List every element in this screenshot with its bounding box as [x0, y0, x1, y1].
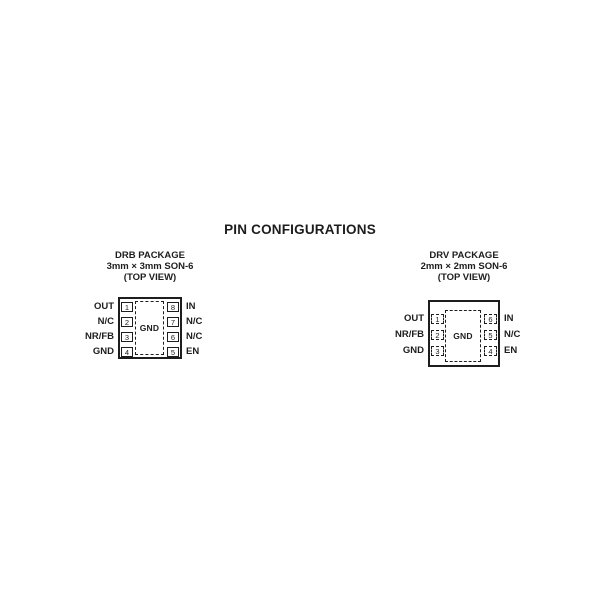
page-title: PIN CONFIGURATIONS: [224, 222, 376, 237]
thermal-pad: GND: [135, 301, 164, 355]
pin-label: EN: [186, 346, 200, 357]
pin-number-box: 1: [431, 314, 444, 324]
pin-number-box: 4: [484, 346, 497, 356]
pin-label: N/C: [186, 331, 203, 342]
pin-label: OUT: [93, 301, 114, 312]
pin-number-box: 2: [121, 317, 133, 327]
right-pin-boxes: [167, 302, 179, 357]
pin-number-box: 7: [167, 317, 179, 327]
package-view: (TOP VIEW): [123, 272, 177, 283]
pin-label: IN: [186, 301, 196, 312]
package-drb-header: [84, 250, 216, 283]
pin-label: GND: [402, 345, 424, 356]
pin-label: OUT: [403, 313, 424, 324]
pin-label: EN: [504, 345, 518, 356]
package-drv-header: [394, 250, 534, 283]
package-drv-diagram: [394, 300, 534, 367]
pin-label: N/C: [504, 329, 521, 340]
right-pin-boxes: [484, 314, 497, 356]
pin-label: N/C: [186, 316, 203, 327]
package-size: 3mm × 3mm SON-6: [106, 261, 194, 272]
pin-number-box: 6: [484, 314, 497, 324]
left-pin-labels: [84, 297, 118, 362]
package-size: 2mm × 2mm SON-6: [420, 261, 508, 272]
pin-label: IN: [504, 313, 514, 324]
pin-number-box: 8: [167, 302, 179, 312]
package-drb: [84, 250, 216, 362]
package-drb-diagram: [84, 297, 216, 362]
pin-label: NR/FB: [394, 329, 424, 340]
package-name: DRV PACKAGE: [429, 250, 499, 261]
pin-number-box: 1: [121, 302, 133, 312]
package-drv-outline: [428, 300, 500, 367]
package-drb-outline: [118, 297, 182, 359]
package-drv: [394, 250, 534, 367]
pin-number-box: 5: [167, 347, 179, 357]
right-pin-labels: [182, 297, 216, 362]
pin-number-box: 2: [431, 330, 444, 340]
right-pin-labels: [500, 300, 534, 362]
package-name: DRB PACKAGE: [114, 250, 186, 261]
pin-label: GND: [92, 346, 114, 357]
left-pin-labels: [394, 300, 428, 362]
package-view: (TOP VIEW): [437, 272, 491, 283]
pin-number-box: 3: [431, 346, 444, 356]
thermal-pad: GND: [445, 310, 481, 362]
pin-number-box: 6: [167, 332, 179, 342]
left-pin-boxes: [431, 314, 444, 356]
pin-label: NR/FB: [84, 331, 114, 342]
pin-number-box: 3: [121, 332, 133, 342]
pin-number-box: 4: [121, 347, 133, 357]
pin-number-box: 5: [484, 330, 497, 340]
pin-label: N/C: [97, 316, 114, 327]
left-pin-boxes: [121, 302, 133, 357]
